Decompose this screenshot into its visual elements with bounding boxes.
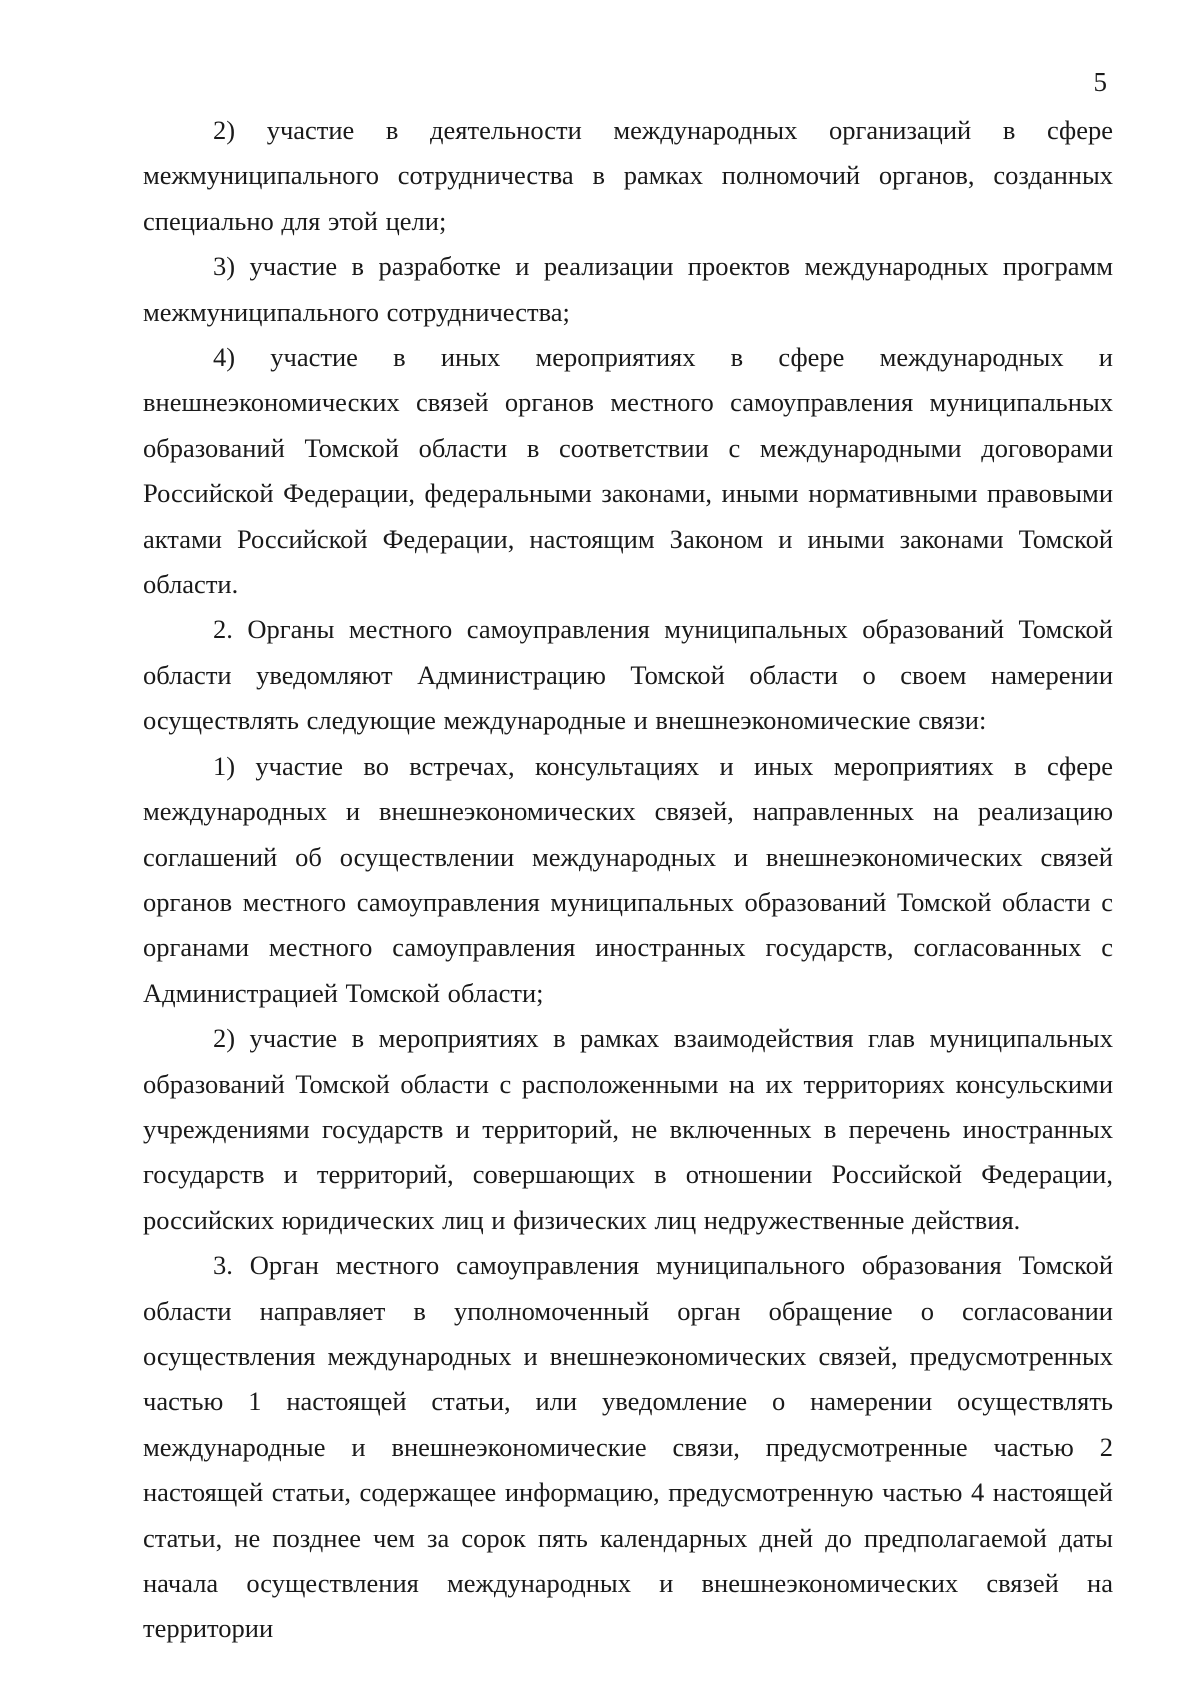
document-body [143, 108, 1113, 1652]
page-number: 5 [1093, 67, 1107, 97]
paragraph-part-3: 3. Орган местного самоуправления муниципального образования Томской области направляет в уполномоченный орган обращение о согласовании осуществления международных и внешнеэкономических связей, предусмотренных частью 1 настоящей статьи, или уведомление о намерении осуществлять международные и внешнеэкономические связи, предусмотренные частью 2 настоящей статьи, содержащее информацию, предусмотренную частью 4 настоящей статьи, не позднее чем за сорок пять календарных дней до предполагаемой даты начала осуществления международных и внешнеэкономических связей на территории [143, 1250, 1113, 1644]
paragraph-item-2: 2) участие в деятельности международных организаций в сфере межмуниципального сотрудничества в рамках полномочий органов, созданных специально для этой цели; [143, 115, 1113, 236]
paragraph-part-2-item-1: 1) участие во встречах, консультациях и иных мероприятиях в сфере международных и внешнеэкономических связей, направленных на реализацию соглашений об осуществлении международных и внешнеэкономических связей органов местного самоуправления муниципальных образований Томской области с органами местного самоуправления иностранных государств, согласованных с Администрацией Томской области; [143, 750, 1113, 1008]
paragraph-part-2: 2. Органы местного самоуправления муниципальных образований Томской области уведомляют Администрацию Томской области о своем намерении осуществлять следующие международные и внешнеэкономические связи: [143, 614, 1113, 736]
paragraph-item-3: 3) участие в разработке и реализации проектов международных программ межмуниципального сотрудничества; [143, 251, 1113, 327]
paragraph-item-4: 4) участие в иных мероприятиях в сфере международных и внешнеэкономических связей органов местного самоуправления муниципальных образований Томской области в соответствии с международными договорами Российской Федерации, федеральными законами, иными нормативными правовыми актами Российской Федерации, настоящим Законом и иными законами Томской области. [143, 342, 1113, 600]
paragraph-part-2-item-2: 2) участие в мероприятиях в рамках взаимодействия глав муниципальных образований Томской области с расположенными на их территориях консульскими учреждениями государств и территорий, не включенных в перечень иностранных государств и территорий, совершающих в отношении Российской Федерации, российских юридических лиц и физических лиц недружественные действия. [143, 1023, 1113, 1235]
